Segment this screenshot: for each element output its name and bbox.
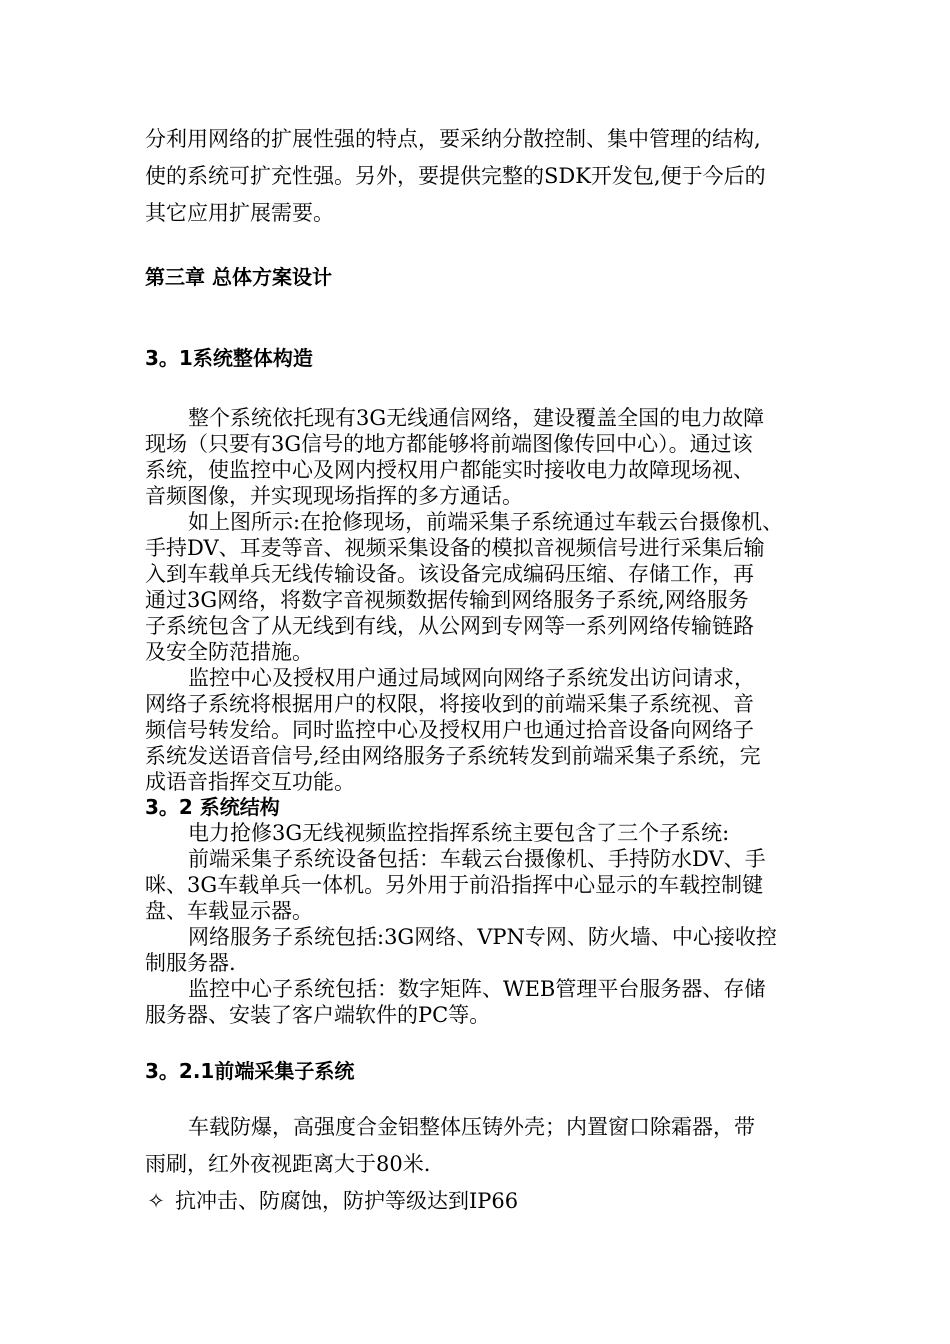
section-3-1-line-9: 子系统包含了从无线到有线，从公网到专网等一系列网络传输链路 xyxy=(145,614,754,638)
bullet-item xyxy=(145,1188,518,1214)
intro-line-1: 分利用网络的扩展性强的特点，要采纳分散控制、集中管理的结构, xyxy=(145,127,761,151)
intro-line-3: 其它应用扩展需要。 xyxy=(145,201,334,225)
section-3-1-line-15: 成语音指挥交互功能。 xyxy=(145,770,355,794)
section-3-1-line-2: 现场（只要有3G信号的地方都能够将前端图像传回中心）。通过该 xyxy=(145,432,753,456)
section-3-1-line-10: 及安全防范措施。 xyxy=(145,640,313,664)
intro-line-2: 使的系统可扩充性强。另外，要提供完整的SDK开发包,便于今后的 xyxy=(145,164,766,188)
section-3-2-heading: 3。2 系统结构 xyxy=(145,795,280,819)
section-3-2-line-1: 电力抢修3G无线视频监控指挥系统主要包含了三个子系统: xyxy=(188,821,730,845)
section-3-2-1-heading: 3。2.1前端采集子系统 xyxy=(145,1059,355,1083)
section-3-1-line-1: 整个系统依托现有3G无线通信网络，建设覆盖全国的电力故障 xyxy=(188,406,765,430)
section-3-1-line-3: 系统，使监控中心及网内授权用户都能实时接收电力故障现场视、 xyxy=(145,458,754,482)
section-3-1-line-6: 手持DV、耳麦等音、视频采集设备的模拟音视频信号进行采集后输 xyxy=(145,536,765,560)
section-3-1-line-12: 网络子系统将根据用户的权限，将接收到的前端采集子系统视、音 xyxy=(145,692,754,716)
bullet-text: 抗冲击、防腐蚀，防护等级达到IP66 xyxy=(175,1189,519,1213)
section-3-1-line-4: 音频图像，并实现现场指挥的多方通话。 xyxy=(145,484,523,508)
section-3-1-line-13: 频信号转发给。同时监控中心及授权用户也通过拾音设备向网络子 xyxy=(145,718,754,742)
section-3-2-1-line-2: 雨刷，红外夜视距离大于80米. xyxy=(145,1152,431,1176)
section-3-2-line-2: 前端采集子系统设备包括：车载云台摄像机、手持防水DV、手 xyxy=(188,847,766,871)
section-3-2-line-4: 盘、车载显示器。 xyxy=(145,899,313,923)
section-3-1-line-5: 如上图所示:在抢修现场，前端采集子系统通过车载云台摄像机、 xyxy=(188,510,784,534)
section-3-1-line-11: 监控中心及授权用户通过局域网向网络子系统发出访问请求， xyxy=(188,666,755,690)
section-3-1-heading: 3。1系统整体构造 xyxy=(145,346,313,370)
section-3-1-line-14: 系统发送语音信号,经由网络服务子系统转发到前端采集子系统，完 xyxy=(145,744,761,768)
section-3-2-line-6: 制服务器. xyxy=(145,951,236,975)
section-3-2-1-line-1: 车载防爆，高强度合金铝整体压铸外壳；内置窗口除霜器，带 xyxy=(188,1115,755,1139)
section-3-2-line-3: 咪、3G车载单兵一体机。另外用于前沿指挥中心显示的车载控制键 xyxy=(145,873,764,897)
chapter-title: 第三章 总体方案设计 xyxy=(145,265,332,289)
section-3-1-line-8: 通过3G网络，将数字音视频数据传输到网络服务子系统,网络服务 xyxy=(145,588,749,612)
diamond-star-icon: ✧ xyxy=(147,1189,165,1213)
section-3-2-line-8: 服务器、安装了客户端软件的PC等。 xyxy=(145,1003,491,1027)
section-3-1-line-7: 入到车载单兵无线传输设备。该设备完成编码压缩、存储工作，再 xyxy=(145,562,754,586)
section-3-2-line-7: 监控中心子系统包括：数字矩阵、WEB管理平台服务器、存储 xyxy=(188,977,766,1001)
section-3-2-line-5: 网络服务子系统包括:3G网络、VPN专网、防火墙、中心接收控 xyxy=(188,925,777,949)
